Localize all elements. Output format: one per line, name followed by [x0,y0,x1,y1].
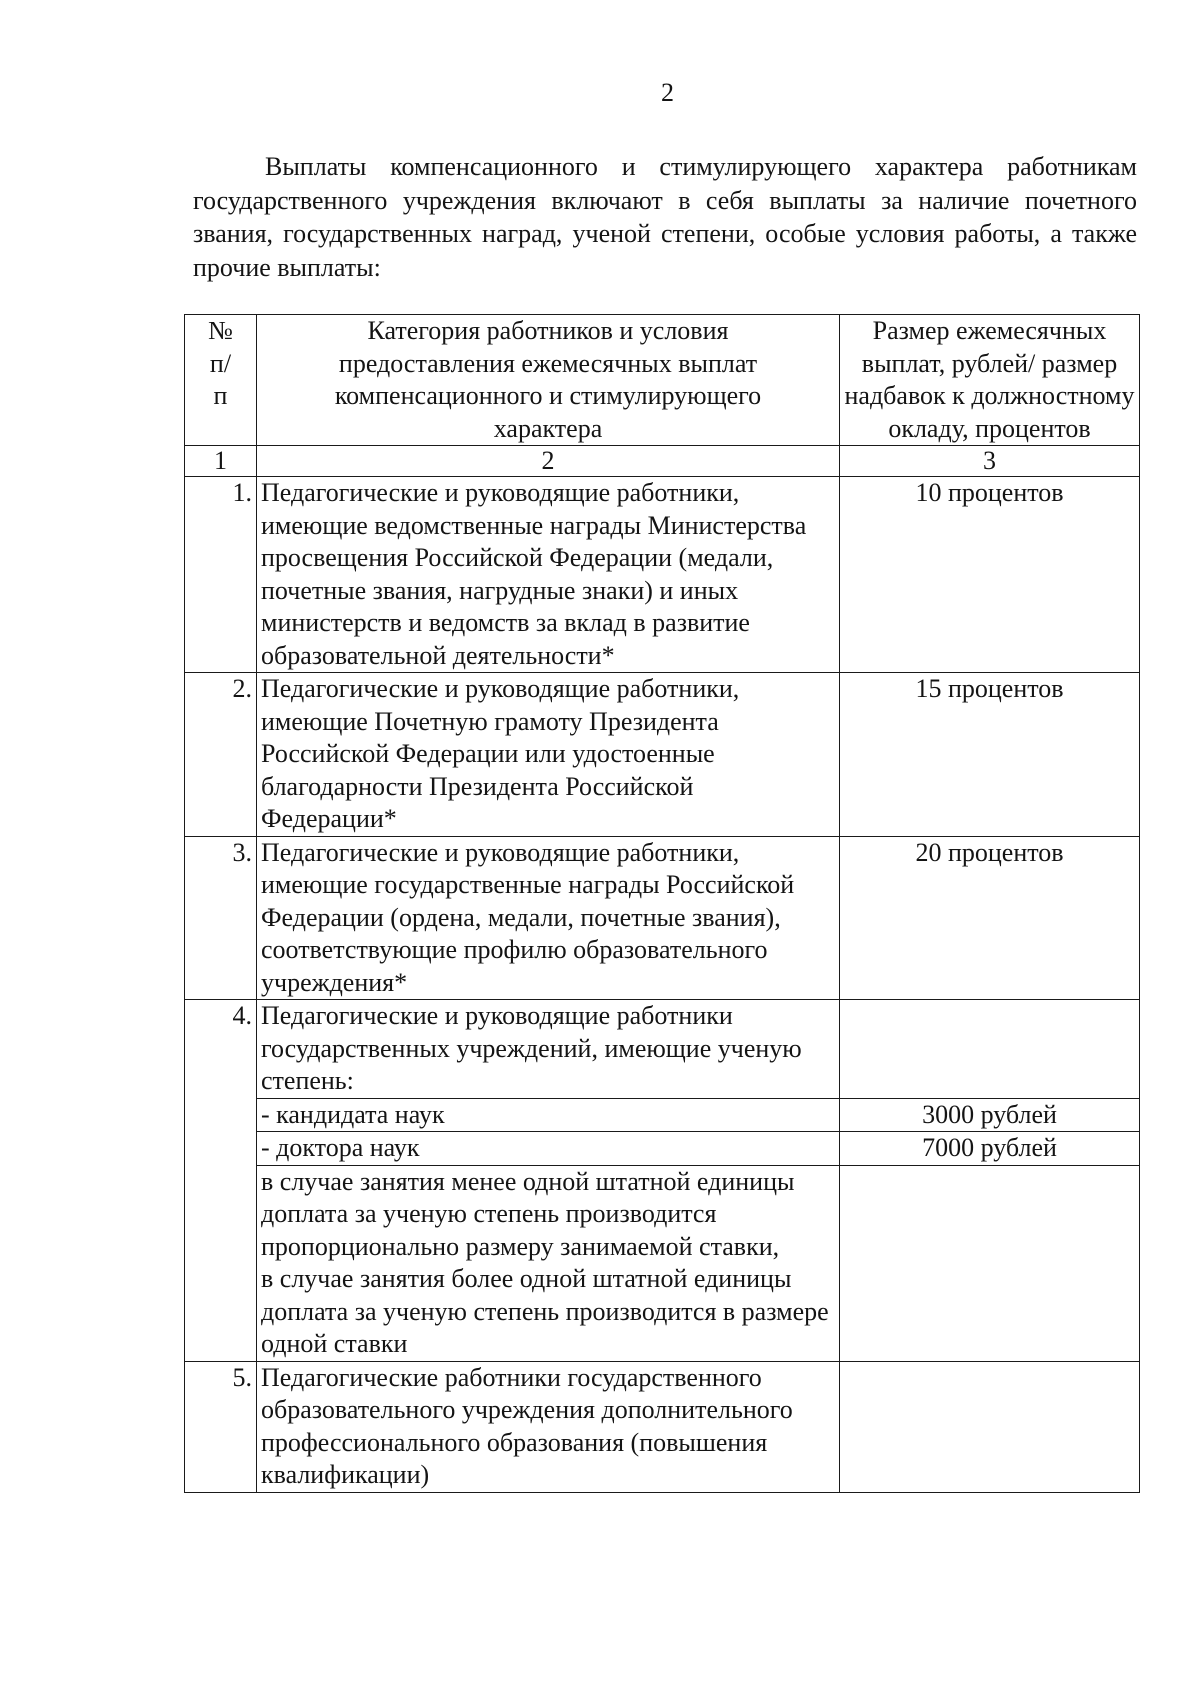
table-row [185,673,1140,837]
column-number: 1 [185,446,257,477]
row-number: 2. [185,673,257,837]
subrow-category: в случае занятия менее одной штатной единицы доплата за ученую степень производится пропорционально размеру занимаемой ставки, в случае занятия более одной штатной единицы доплата за ученую степень производится в размере одной ставки [257,1165,840,1361]
row-category: Педагогические работники государственного образовательного учреждения дополнительного профессионального образования (повышения квалификации) [257,1361,840,1492]
column-numbers-row [185,446,1140,477]
row-amount: 10 процентов [840,477,1140,673]
subrow-category: - доктора наук [257,1132,840,1166]
table-row [185,1361,1140,1492]
subrow-category: - кандидата наук [257,1098,840,1132]
table-subrow [185,1165,1140,1361]
row-category: Педагогические и руководящие работники государственных учреждений, имеющие ученую степень: [257,1000,840,1099]
row-amount [840,1361,1140,1492]
intro-paragraph: Выплаты компенсационного и стимулирующего характера работникам государственного учреждения включают в себя выплаты за наличие почетного звания, государственных наград, ученой степени, особые условия работы, а также прочие выплаты: [193,152,1137,282]
table-subrow [185,1132,1140,1166]
row-amount [840,1000,1140,1099]
subrow-amount: 7000 рублей [840,1132,1140,1166]
row-category: Педагогические и руководящие работники, имеющие государственные награды Российской Федерации (ордена, медали, почетные звания), соответствующие профилю образовательного учреждения* [257,836,840,1000]
column-number: 2 [257,446,840,477]
subrow-amount: 3000 рублей [840,1098,1140,1132]
row-number: 4. [185,1000,257,1362]
header-num: № п/п [185,315,257,446]
header-category: Категория работников и условия предоставления ежемесячных выплат компенсационного и стимулирующего характера [257,315,840,446]
table-row [185,1000,1140,1099]
row-number: 5. [185,1361,257,1492]
table-subrow [185,1098,1140,1132]
subrow-amount [840,1165,1140,1361]
row-category: Педагогические и руководящие работники, имеющие ведомственные награды Министерства просвещения Российской Федерации (медали, почетные звания, нагрудные знаки) и иных министерств и ведомств за вклад в развитие образовательной деятельности* [257,477,840,673]
row-number: 3. [185,836,257,1000]
table-header-row [185,315,1140,446]
row-number: 1. [185,477,257,673]
row-amount: 15 процентов [840,673,1140,837]
row-category: Педагогические и руководящие работники, имеющие Почетную грамоту Президента Российской Федерации или удостоенные благодарности Президента Российской Федерации* [257,673,840,837]
page-number: 2 [661,78,674,107]
row-amount: 20 процентов [840,836,1140,1000]
column-number: 3 [840,446,1140,477]
table-row [185,836,1140,1000]
header-amount: Размер ежемесячных выплат, рублей/ размер надбавок к должностному окладу, процентов [840,315,1140,446]
table-row [185,477,1140,673]
payments-table [184,314,1140,1493]
